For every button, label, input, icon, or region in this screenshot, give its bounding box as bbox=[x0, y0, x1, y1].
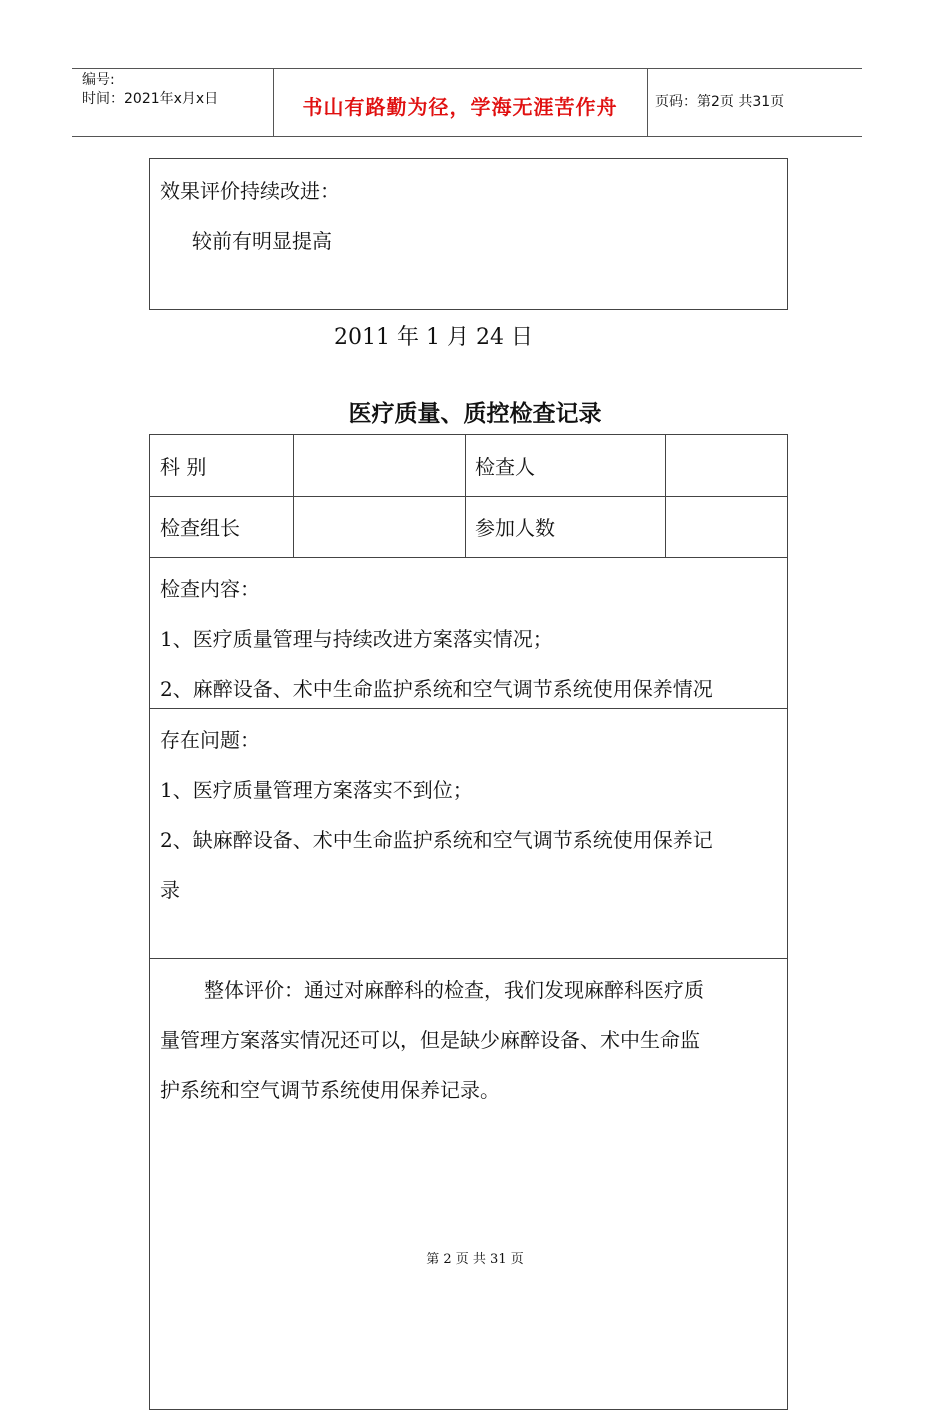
inspection-heading: 检查内容： bbox=[160, 577, 260, 601]
record-title: 医疗质量、质控检查记录 bbox=[348, 400, 602, 427]
column-divider bbox=[665, 435, 666, 557]
column-divider bbox=[293, 435, 294, 557]
header-left-cell bbox=[72, 69, 274, 136]
row-divider bbox=[150, 958, 787, 959]
inspection-item: 1、医疗质量管理与持续改进方案落实情况； bbox=[160, 627, 553, 651]
header-page-cell bbox=[647, 69, 862, 136]
problem-item: 1、医疗质量管理方案落实不到位； bbox=[160, 778, 473, 802]
page-code: 页码：第2页 共31页 bbox=[655, 94, 785, 110]
overall-evaluation-line: 整体评价：通过对麻醉科的检查，我们发现麻醉科医疗质 bbox=[204, 978, 704, 1002]
problem-item: 2、缺麻醉设备、术中生命监护系统和空气调节系统使用保养记 bbox=[160, 828, 713, 852]
overall-evaluation-line: 护系统和空气调节系统使用保养记录。 bbox=[160, 1078, 500, 1102]
evaluation-box bbox=[149, 158, 788, 310]
row-divider bbox=[150, 708, 787, 709]
inspector-label: 检查人 bbox=[475, 455, 535, 479]
page-header bbox=[72, 68, 862, 137]
row-divider bbox=[150, 496, 787, 497]
problems-heading: 存在问题： bbox=[160, 728, 260, 752]
inspection-item: 2、麻醉设备、术中生命监护系统和空气调节系统使用保养情况 bbox=[160, 677, 713, 701]
record-date: 2011 年 1 月 24 日 bbox=[334, 325, 533, 350]
department-label: 科 别 bbox=[160, 455, 207, 479]
team-leader-label: 检查组长 bbox=[160, 516, 240, 540]
motto-text: 书山有路勤为径，学海无涯苦作舟 bbox=[302, 95, 618, 119]
evaluation-heading: 效果评价持续改进： bbox=[160, 179, 340, 203]
time-label: 时间：2021年x月x日 bbox=[82, 91, 219, 107]
evaluation-content: 较前有明显提高 bbox=[192, 229, 332, 253]
problem-item-continued: 录 bbox=[160, 878, 180, 902]
page-footer: 第 2 页 共 31 页 bbox=[426, 1252, 524, 1267]
column-divider bbox=[465, 435, 466, 557]
number-label: 编号: bbox=[82, 72, 115, 88]
header-motto-cell bbox=[273, 69, 648, 136]
row-divider bbox=[150, 557, 787, 558]
participants-label: 参加人数 bbox=[475, 516, 555, 540]
overall-evaluation-line: 量管理方案落实情况还可以，但是缺少麻醉设备、术中生命监 bbox=[160, 1028, 700, 1052]
